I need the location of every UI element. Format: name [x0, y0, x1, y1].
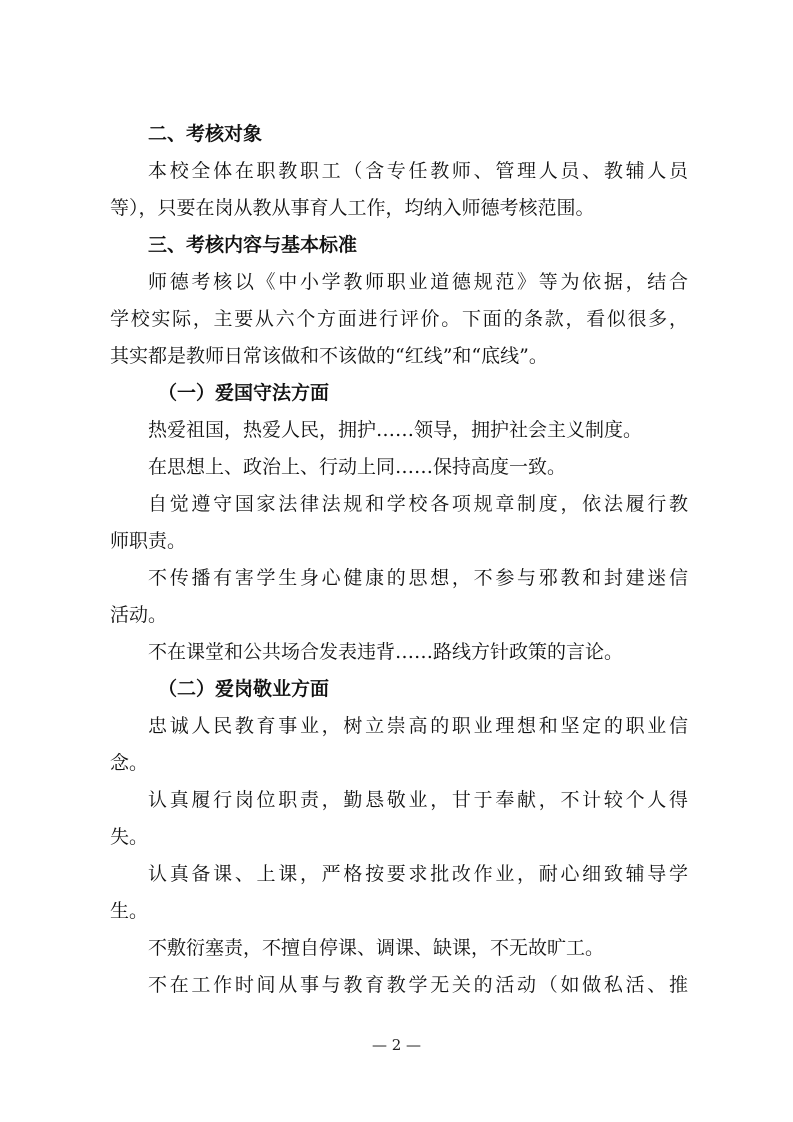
paragraph-line: 师德考核以《中小学教师职业道德规范》等为依据，结合 [148, 271, 688, 293]
list-item: 不传播有害学生身心健康的思想，不参与邪教和封建迷信 [148, 567, 688, 589]
paragraph-line: 学校实际，主要从六个方面进行评价。下面的条款，看似很多， [110, 308, 688, 330]
list-item-continuation: 念。 [110, 752, 149, 774]
list-item: 不敷衍塞责，不擅自停课、调课、缺课，不无故旷工。 [148, 937, 605, 959]
list-item: 不在课堂和公共场合发表违背……路线方针政策的言论。 [148, 641, 624, 663]
list-item: 忠诚人民教育事业，树立崇高的职业理想和坚定的职业信 [148, 715, 688, 737]
paragraph-line: 其实都是教师日常该做和不该做的“红线”和“底线”。 [110, 345, 548, 367]
list-item: 自觉遵守国家法律法规和学校各项规章制度，依法履行教 [148, 493, 688, 515]
paragraph-line: 等），只要在岗从教从事育人工作，均纳入师德考核范围。 [110, 197, 595, 219]
section-heading-2: 二、考核对象 [148, 123, 263, 145]
list-item-continuation: 师职责。 [110, 530, 187, 552]
list-item: 不在工作时间从事与教育教学无关的活动（如做私活、推 [148, 974, 688, 996]
list-item-continuation: 生。 [110, 900, 149, 922]
list-item: 认真履行岗位职责，勤恳敬业，甘于奉献，不计较个人得 [148, 789, 688, 811]
list-item: 热爱祖国，热爱人民，拥护……领导，拥护社会主义制度。 [148, 419, 643, 441]
paragraph-line: 本校全体在职教职工（含专任教师、管理人员、教辅人员 [148, 160, 688, 182]
subsection-heading-1: （一）爱国守法方面 [158, 382, 330, 404]
list-item: 在思想上、政治上、行动上同……保持高度一致。 [148, 456, 567, 478]
list-item: 认真备课、上课，严格按要求批改作业，耐心细致辅导学 [148, 863, 688, 885]
section-heading-3: 三、考核内容与基本标准 [148, 234, 358, 256]
list-item-continuation: 失。 [110, 826, 149, 848]
list-item-continuation: 活动。 [110, 604, 168, 626]
page-number: — 2 — [371, 1036, 422, 1054]
document-body [110, 116, 688, 1004]
subsection-heading-2: （二）爱岗敬业方面 [158, 678, 330, 700]
